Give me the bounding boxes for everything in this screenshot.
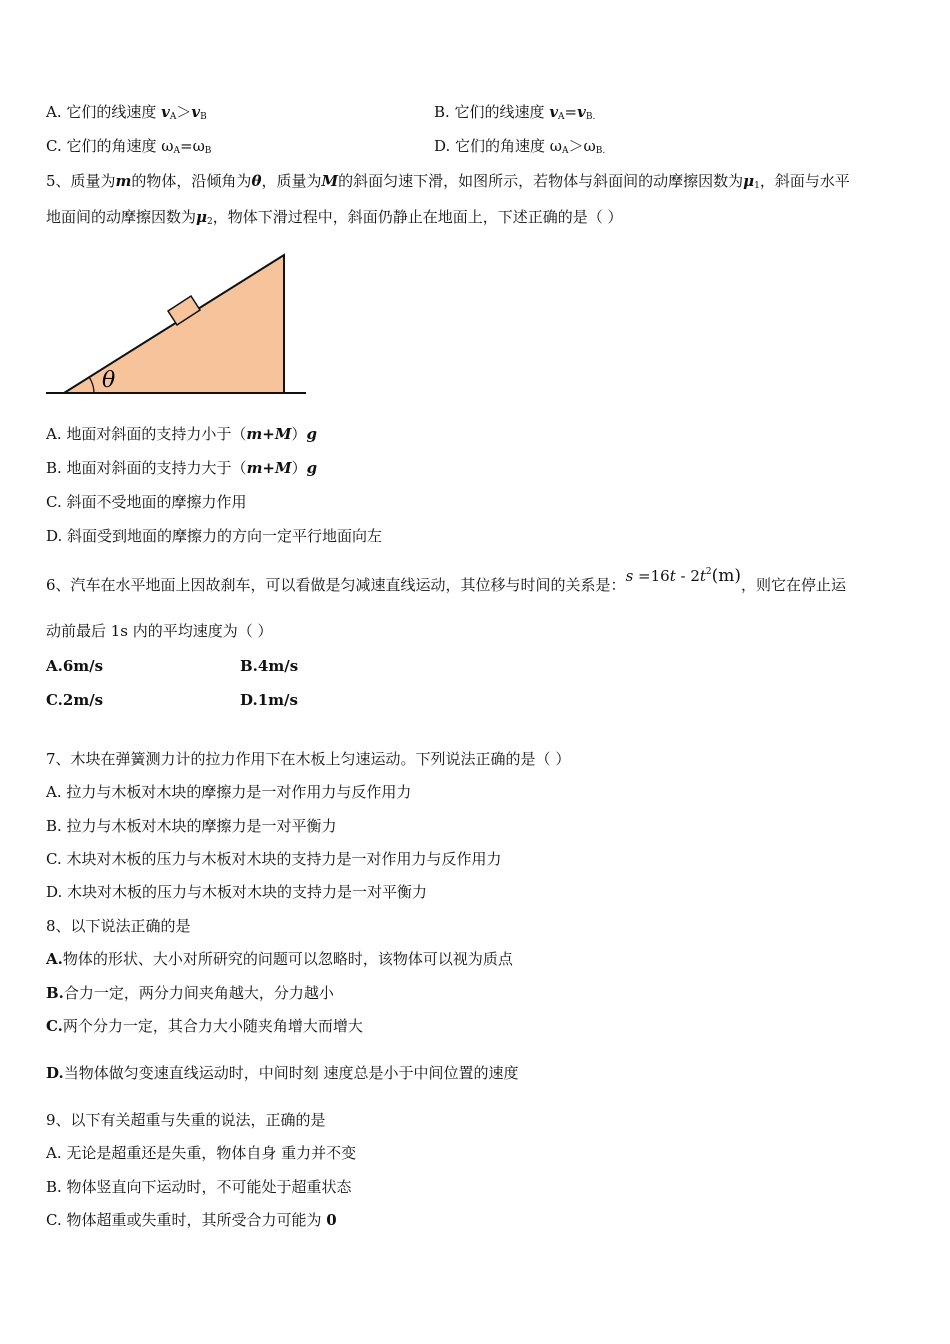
q6-formula: $s =16t - 2t^2(m)$ <box>625 566 742 586</box>
q6-stem-line2: 动前最后 1s 内的平均速度为（ ） <box>46 622 273 640</box>
q5-option-b: B. 地面对斜面的支持力大于（m+M）g <box>46 459 318 477</box>
q6-option-b: B.4m/s <box>240 657 299 675</box>
q8-option-d: D.当物体做匀变速直线运动时，中间时刻 速度总是小于中间位置的速度 <box>46 1064 519 1082</box>
q9-option-c: C. 物体超重或失重时，其所受合力可能为 0 <box>46 1211 337 1229</box>
q6-option-d: D.1m/s <box>240 691 298 709</box>
q7-option-d: D. 木块对木板的压力与木板对木块的支持力是一对平衡力 <box>46 883 428 901</box>
q4-option-c: C. 它们的角速度 $\omega_A=\omega_B$ <box>46 137 212 156</box>
q5-stem-line2: 地面间的动摩擦因数为$\mu_2$，物体下滑过程中，斜面仍静止在地面上，下述正确的是（ ） <box>46 208 623 227</box>
q9-stem: 9、以下有关超重与失重的说法，正确的是 <box>46 1111 326 1129</box>
q9-option-a: A. 无论是超重还是失重，物体自身 重力并不变 <box>46 1144 357 1162</box>
q7-option-b: B. 拉力与木板对木块的摩擦力是一对平衡力 <box>46 817 337 835</box>
angle-label: θ <box>102 368 116 393</box>
incline-figure <box>40 248 320 400</box>
q8-option-a: A.物体的形状、大小对所研究的问题可以忽略时，该物体可以视为质点 <box>46 950 513 968</box>
q5-option-d: D. 斜面受到地面的摩擦力的方向一定平行地面向左 <box>46 527 383 545</box>
q4-option-a: A. 它们的线速度 $v_A>v_B$ <box>46 103 207 122</box>
q6-option-a: A.6m/s <box>46 657 104 675</box>
q6-stem-line1: 6、汽车在水平地面上因故刹车，可以看做是匀减速直线运动，其位移与时间的关系是：$s =16t - 2t^2(m)$，则它在停止运 <box>46 566 847 594</box>
q7-stem: 7、木块在弹簧测力计的拉力作用下在木板上匀速运动。下列说法正确的是（ ） <box>46 750 571 768</box>
q5-stem-line1: 5、质量为m的物体，沿倾角为θ，质量为M的斜面匀速下滑，如图所示，若物体与斜面间的动摩擦因数为$\mu_1$，斜面与水平 <box>46 172 850 191</box>
q4-option-b: B. 它们的线速度 $v_A=v_{B.}$ <box>434 103 596 122</box>
q8-stem: 8、以下说法正确的是 <box>46 917 191 935</box>
q8-option-c: C.两个分力一定，其合力大小随夹角增大而增大 <box>46 1017 363 1035</box>
q4-option-d: D. 它们的角速度 $\omega_A>\omega_{B.}$ <box>434 137 606 156</box>
incline-triangle <box>64 255 284 393</box>
q8-option-b: B.合力一定，两分力间夹角越大，分力越小 <box>46 984 334 1002</box>
q6-option-c: C.2m/s <box>46 691 104 709</box>
q7-option-a: A. 拉力与木板对木块的摩擦力是一对作用力与反作用力 <box>46 783 412 801</box>
q7-option-c: C. 木块对木板的压力与木板对木块的支持力是一对作用力与反作用力 <box>46 850 502 868</box>
q9-option-b: B. 物体竖直向下运动时，不可能处于超重状态 <box>46 1178 352 1196</box>
q5-option-a: A. 地面对斜面的支持力小于（m+M）g <box>46 425 317 443</box>
q5-option-c: C. 斜面不受地面的摩擦力作用 <box>46 493 247 511</box>
